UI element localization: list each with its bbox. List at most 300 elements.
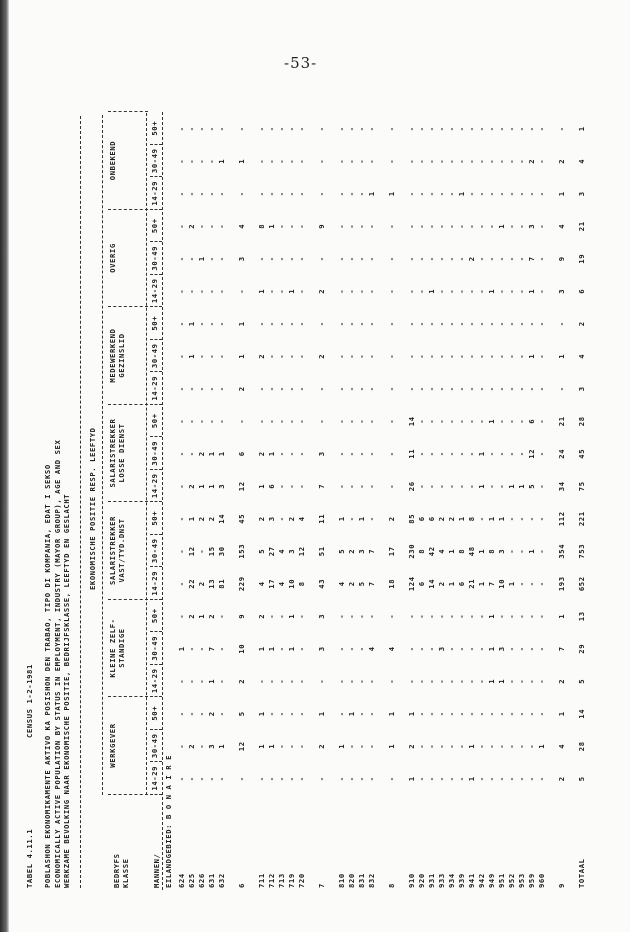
table-cell: 14 xyxy=(406,416,416,427)
table-cell: 2 xyxy=(406,743,416,749)
table-cell: - xyxy=(286,386,296,392)
table-cell: 1 xyxy=(236,158,246,164)
table-cell: - xyxy=(426,711,436,717)
table-cell: - xyxy=(426,646,436,652)
table-cell: - xyxy=(266,126,276,132)
table-cell: - xyxy=(446,126,456,132)
table-cell: - xyxy=(356,223,366,229)
age-header: 50+ xyxy=(150,503,162,536)
table-cell: - xyxy=(506,613,516,619)
table-cell: 45 xyxy=(576,448,586,459)
row-label: 949 xyxy=(486,873,496,888)
table-cell: - xyxy=(366,776,376,782)
group-label: SALARISTREKKER xyxy=(108,516,117,585)
table-cell: - xyxy=(446,288,456,294)
table-cell: - xyxy=(216,256,226,262)
table-cell: - xyxy=(486,191,496,197)
table-cell: - xyxy=(196,711,206,717)
table-cell: 4 xyxy=(576,158,586,164)
table-cell: 6 xyxy=(266,483,276,489)
row-label: 720 xyxy=(296,873,306,888)
table-cell: - xyxy=(356,646,366,652)
table-cell: - xyxy=(406,353,416,359)
group-kleine-zelfstandige xyxy=(108,600,148,698)
table-cell: 29 xyxy=(576,643,586,654)
table-cell: - xyxy=(436,678,446,684)
table-cell: - xyxy=(176,386,186,392)
table-cell: - xyxy=(346,451,356,457)
table-cell: 21 xyxy=(576,221,586,232)
table-cell: 1 xyxy=(236,321,246,327)
table-cell: - xyxy=(186,711,196,717)
table-cell: 12 xyxy=(236,741,246,752)
table-cell: - xyxy=(316,418,326,424)
row-label: 920 xyxy=(416,873,426,888)
table-cell: 21 xyxy=(556,416,566,427)
table-cell: - xyxy=(356,776,366,782)
table-cell: - xyxy=(386,678,396,684)
table-cell: - xyxy=(466,321,476,327)
table-cell: - xyxy=(176,288,186,294)
table-cell: 3 xyxy=(556,288,566,294)
table-cell: - xyxy=(216,223,226,229)
table-cell: - xyxy=(356,613,366,619)
row-label: 632 xyxy=(216,873,226,888)
table-cell: - xyxy=(206,418,216,424)
table-cell: - xyxy=(526,581,536,587)
table-cell: 1 xyxy=(446,548,456,554)
table-cell: 3 xyxy=(316,613,326,619)
table-cell: 1 xyxy=(466,743,476,749)
table-cell: - xyxy=(366,711,376,717)
table-cell: 12 xyxy=(296,546,306,557)
table-cell: - xyxy=(506,191,516,197)
table-cell: 3 xyxy=(316,451,326,457)
table-cell: - xyxy=(216,613,226,619)
table-cell: 1 xyxy=(176,646,186,652)
table-cell: - xyxy=(266,711,276,717)
group-label: STANDIGE xyxy=(117,628,126,668)
table-cell: - xyxy=(446,418,456,424)
table-cell: - xyxy=(296,191,306,197)
table-cell: 6 xyxy=(456,581,466,587)
table-row xyxy=(206,100,216,890)
row-label: 931 xyxy=(426,873,436,888)
table-row xyxy=(356,100,366,890)
table-row xyxy=(446,100,456,890)
table-cell: 2 xyxy=(186,613,196,619)
table-cell: 1 xyxy=(256,483,266,489)
table-cell: 12 xyxy=(186,546,196,557)
table-cell: - xyxy=(466,386,476,392)
table-cell: - xyxy=(456,126,466,132)
table-cell: - xyxy=(346,646,356,652)
table-cell: - xyxy=(216,776,226,782)
age-header: 30-49 xyxy=(150,438,162,471)
table-cell: - xyxy=(356,418,366,424)
table-cell: - xyxy=(446,321,456,327)
table-cell: - xyxy=(426,191,436,197)
table-cell: - xyxy=(286,678,296,684)
table-cell: - xyxy=(516,613,526,619)
table-cell: - xyxy=(266,678,276,684)
table-cell: - xyxy=(286,418,296,424)
sex-label: MANNEN/ xyxy=(152,853,161,888)
table-cell: - xyxy=(346,321,356,327)
table-cell: 1 xyxy=(506,483,516,489)
table-cell: 1 xyxy=(486,678,496,684)
table-cell: 10 xyxy=(236,643,246,654)
table-cell: - xyxy=(426,776,436,782)
table-cell: - xyxy=(476,126,486,132)
table-cell: - xyxy=(506,548,516,554)
table-cell: - xyxy=(176,516,186,522)
table-cell: - xyxy=(386,386,396,392)
table-cell: 2 xyxy=(256,353,266,359)
table-cell: - xyxy=(316,776,326,782)
table-row xyxy=(386,100,396,890)
table-cell: - xyxy=(356,158,366,164)
table-cell: - xyxy=(176,711,186,717)
table-cell: 1 xyxy=(486,516,496,522)
table-cell: - xyxy=(466,126,476,132)
table-cell: - xyxy=(266,256,276,262)
table-cell: - xyxy=(416,678,426,684)
table-cell: 1 xyxy=(196,483,206,489)
table-cell: - xyxy=(336,256,346,262)
row-label: TOTAAL xyxy=(576,858,586,888)
table-cell: - xyxy=(406,613,416,619)
table-body xyxy=(176,100,586,890)
row-label: 9 xyxy=(556,883,566,888)
table-cell: - xyxy=(256,418,266,424)
table-cell: 1 xyxy=(286,613,296,619)
table-cell: 85 xyxy=(406,513,416,524)
row-label: 624 xyxy=(176,873,186,888)
row-label-header xyxy=(112,798,130,888)
table-cell: 11 xyxy=(406,448,416,459)
table-cell: - xyxy=(296,418,306,424)
table-cell: 7 xyxy=(366,548,376,554)
table-cell: 1 xyxy=(486,646,496,652)
table-cell: - xyxy=(466,678,476,684)
table-row xyxy=(316,100,326,890)
table-cell: - xyxy=(516,386,526,392)
table-cell: 1 xyxy=(236,353,246,359)
table-cell: 1 xyxy=(256,288,266,294)
table-cell: - xyxy=(256,256,266,262)
table-cell: - xyxy=(516,418,526,424)
age-header: 14-29 xyxy=(150,470,162,503)
table-cell: - xyxy=(196,743,206,749)
table-cell: - xyxy=(286,321,296,327)
table-cell: 4 xyxy=(386,646,396,652)
table-cell: - xyxy=(276,288,286,294)
table-cell: - xyxy=(446,451,456,457)
table-cell: 51 xyxy=(316,546,326,557)
table-cell: - xyxy=(486,158,496,164)
table-cell: - xyxy=(366,256,376,262)
table-cell: - xyxy=(206,126,216,132)
table-cell: - xyxy=(526,191,536,197)
table-cell: 1 xyxy=(266,223,276,229)
table-cell: - xyxy=(276,126,286,132)
table-cell: - xyxy=(486,483,496,489)
table-cell: - xyxy=(206,158,216,164)
row-label: 831 xyxy=(356,873,366,888)
table-cell: - xyxy=(286,126,296,132)
table-cell: - xyxy=(216,646,226,652)
table-cell: - xyxy=(276,678,286,684)
table-cell: 1 xyxy=(186,516,196,522)
table-cell: 13 xyxy=(576,611,586,622)
table-cell: - xyxy=(526,386,536,392)
table-cell: - xyxy=(506,451,516,457)
table-cell: 24 xyxy=(556,448,566,459)
table-cell: - xyxy=(436,483,446,489)
table-cell: - xyxy=(276,711,286,717)
row-label: 951 xyxy=(496,873,506,888)
row-spacer xyxy=(226,100,236,890)
table-cell: 1 xyxy=(406,711,416,717)
group-label: WERKGEVER xyxy=(108,723,117,768)
table-row xyxy=(456,100,466,890)
table-row xyxy=(436,100,446,890)
table-cell: 28 xyxy=(576,741,586,752)
table-cell: 1 xyxy=(476,483,486,489)
table-cell: - xyxy=(406,678,416,684)
table-cell: 1 xyxy=(266,451,276,457)
row-label: 939 xyxy=(456,873,466,888)
row-spacer xyxy=(246,100,256,890)
table-cell: - xyxy=(216,288,226,294)
table-cell: - xyxy=(536,646,546,652)
table-cell: - xyxy=(436,288,446,294)
table-cell: - xyxy=(536,191,546,197)
table-cell: - xyxy=(186,158,196,164)
table-cell: - xyxy=(436,353,446,359)
table-cell: - xyxy=(216,126,226,132)
table-row xyxy=(466,100,476,890)
description-english: ECONOMICALLY ACTIVE POPULATION BY STATUS IN EMPLOYMENT, INDUSTRY (MAYOR GROUP), AGE AND SEX xyxy=(52,439,62,888)
table-cell: - xyxy=(346,191,356,197)
table-cell: - xyxy=(336,418,346,424)
table-cell: - xyxy=(536,126,546,132)
table-row xyxy=(536,100,546,890)
table-cell: - xyxy=(206,288,216,294)
table-cell: - xyxy=(176,223,186,229)
table-cell: 2 xyxy=(196,581,206,587)
age-header: 14-29 xyxy=(150,275,162,308)
table-cell: - xyxy=(436,223,446,229)
table-cell: - xyxy=(506,646,516,652)
table-cell: - xyxy=(266,776,276,782)
age-header: 30-49 xyxy=(150,145,162,178)
table-cell: - xyxy=(296,613,306,619)
table-cell: - xyxy=(206,191,216,197)
table-cell: - xyxy=(196,353,206,359)
table-cell: - xyxy=(366,483,376,489)
table-cell: - xyxy=(496,613,506,619)
table-cell: - xyxy=(316,158,326,164)
divider xyxy=(102,115,103,795)
table-cell: 2 xyxy=(526,158,536,164)
table-cell: 1 xyxy=(386,191,396,197)
table-cell: 1 xyxy=(206,483,216,489)
table-cell: 2 xyxy=(346,548,356,554)
table-cell: - xyxy=(416,353,426,359)
table-cell: - xyxy=(346,743,356,749)
table-cell: 2 xyxy=(206,516,216,522)
table-cell: - xyxy=(196,321,206,327)
table-cell: - xyxy=(446,223,456,229)
table-cell: 1 xyxy=(476,548,486,554)
table-cell: - xyxy=(426,743,436,749)
table-cell: - xyxy=(446,678,456,684)
table-cell: 9 xyxy=(316,223,326,229)
table-row xyxy=(276,100,286,890)
table-cell: - xyxy=(276,516,286,522)
table-cell: - xyxy=(536,223,546,229)
table-cell: - xyxy=(286,743,296,749)
table-cell: - xyxy=(416,321,426,327)
group-label: VAST/TYD.DNST xyxy=(117,518,126,583)
table-cell: 1 xyxy=(526,288,536,294)
table-cell: 1 xyxy=(286,646,296,652)
table-cell: 1 xyxy=(456,191,466,197)
table-cell: 14 xyxy=(216,513,226,524)
table-cell: - xyxy=(446,256,456,262)
table-cell: 1 xyxy=(386,711,396,717)
group-label: SALARISTREKKER xyxy=(108,418,117,488)
table-cell: - xyxy=(196,191,206,197)
row-label: 933 xyxy=(436,873,446,888)
table-cell: 1 xyxy=(466,776,476,782)
table-cell: - xyxy=(296,288,306,294)
table-cell: - xyxy=(506,256,516,262)
table-cell: - xyxy=(426,158,436,164)
table-cell: - xyxy=(416,743,426,749)
table-cell: - xyxy=(516,776,526,782)
table-cell: - xyxy=(296,353,306,359)
table-cell: - xyxy=(456,386,466,392)
table-cell: - xyxy=(366,126,376,132)
table-cell: - xyxy=(186,126,196,132)
table-cell: - xyxy=(496,321,506,327)
table-cell: 3 xyxy=(436,646,446,652)
table-cell: - xyxy=(556,321,566,327)
table-cell: - xyxy=(336,613,346,619)
table-cell: 2 xyxy=(236,678,246,684)
table-cell: - xyxy=(426,386,436,392)
table-cell: - xyxy=(206,223,216,229)
table-cell: - xyxy=(356,483,366,489)
table-cell: 1 xyxy=(536,743,546,749)
table-cell: - xyxy=(406,321,416,327)
table-cell: - xyxy=(406,256,416,262)
table-cell: - xyxy=(206,386,216,392)
table-cell: - xyxy=(266,288,276,294)
table-cell: - xyxy=(276,451,286,457)
table-cell: - xyxy=(206,353,216,359)
table-cell: 17 xyxy=(386,546,396,557)
table-cell: - xyxy=(296,451,306,457)
row-spacer xyxy=(326,100,336,890)
table-cell: - xyxy=(506,223,516,229)
table-cell: 43 xyxy=(316,578,326,589)
table-cell: - xyxy=(356,126,366,132)
divider xyxy=(146,113,147,795)
table-cell: 5 xyxy=(576,776,586,782)
table-cell: - xyxy=(406,126,416,132)
table-cell: 48 xyxy=(466,546,476,557)
table-cell: 2 xyxy=(186,223,196,229)
table-row xyxy=(216,100,226,890)
table-cell: 2 xyxy=(466,256,476,262)
table-cell: - xyxy=(386,126,396,132)
table-cell: 4 xyxy=(256,581,266,587)
table-title-line xyxy=(25,108,35,888)
table-cell: - xyxy=(426,613,436,619)
table-cell: - xyxy=(266,353,276,359)
table-cell: - xyxy=(436,386,446,392)
table-cell: - xyxy=(336,646,346,652)
table-cell: - xyxy=(216,386,226,392)
table-cell: 1 xyxy=(516,483,526,489)
age-header: 14-29 xyxy=(150,373,162,406)
table-cell: - xyxy=(436,256,446,262)
table-cell: - xyxy=(456,743,466,749)
table-cell: 3 xyxy=(356,548,366,554)
table-cell: - xyxy=(296,321,306,327)
table-cell: 2 xyxy=(576,321,586,327)
table-cell: - xyxy=(346,386,356,392)
table-cell: - xyxy=(416,386,426,392)
table-cell: 1 xyxy=(496,516,506,522)
table-cell: - xyxy=(436,126,446,132)
table-cell: - xyxy=(416,418,426,424)
table-cell: 3 xyxy=(236,256,246,262)
table-cell: - xyxy=(296,223,306,229)
table-cell: - xyxy=(436,743,446,749)
table-cell: - xyxy=(336,451,346,457)
table-cell: - xyxy=(346,418,356,424)
table-cell: 1 xyxy=(526,548,536,554)
table-cell: 45 xyxy=(236,513,246,524)
table-row xyxy=(426,100,436,890)
table-cell: - xyxy=(286,483,296,489)
table-cell: - xyxy=(456,288,466,294)
table-cell: 2 xyxy=(186,483,196,489)
table-cell: - xyxy=(186,288,196,294)
table-cell: - xyxy=(216,711,226,717)
table-cell: 4 xyxy=(436,548,446,554)
table-cell: 11 xyxy=(316,513,326,524)
table-cell: 2 xyxy=(556,776,566,782)
table-cell: - xyxy=(296,158,306,164)
table-cell: - xyxy=(346,223,356,229)
table-cell: - xyxy=(196,223,206,229)
table-cell: - xyxy=(176,353,186,359)
table-cell: - xyxy=(356,191,366,197)
age-header-row xyxy=(150,113,162,796)
table-cell: 8 xyxy=(416,548,426,554)
table-row xyxy=(366,100,376,890)
table-cell: - xyxy=(426,418,436,424)
row-spacer xyxy=(376,100,386,890)
table-cell: - xyxy=(536,386,546,392)
table-cell: - xyxy=(316,126,326,132)
